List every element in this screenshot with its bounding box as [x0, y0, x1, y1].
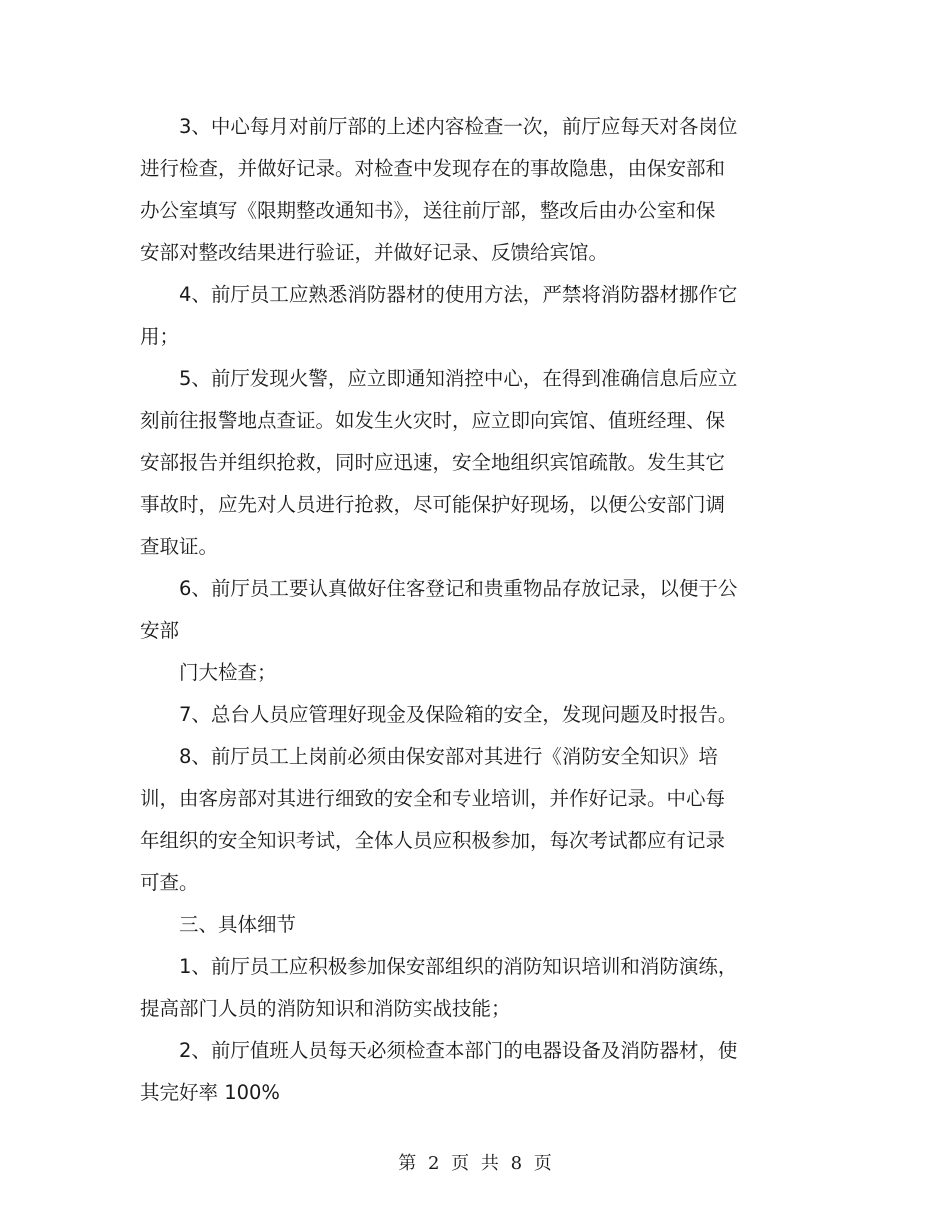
section-heading-details: 三、具体细节	[179, 913, 297, 936]
document-body	[140, 106, 780, 1114]
paragraph-6-continuation: 门大检查；	[179, 661, 277, 684]
paragraph-3: 3、中心每月对前厅部的上述内容检查一次，前厅应每天对各岗位 进行检查，并做好记录。对检查中发现存在的事故隐患，由保安部和 办公室填写《限期整改通知书》，送往前厅部，整改后由办公室和保 安部对整改结果进行验证，并做好记录、反馈给宾馆。	[140, 115, 738, 264]
paragraph-8: 8、前厅员工上岗前必须由保安部对其进行《消防安全知识》培 训，由客房部对其进行细致的安全和专业培训，并作好记录。中心每 年组织的安全知识考试，全体人员应积极参加，每次考试都应有记录 可查。	[140, 745, 726, 894]
paragraph-4: 4、前厅员工应熟悉消防器材的使用方法，严禁将消防器材挪作它 用；	[140, 283, 738, 348]
page-number-footer: 第 2 页 共 8 页	[398, 1153, 552, 1174]
detail-item-1: 1、前厅员工应积极参加保安部组织的消防知识培训和消防演练， 提高部门人员的消防知识和消防实战技能；	[140, 955, 738, 1020]
paragraph-6: 6、前厅员工要认真做好住客登记和贵重物品存放记录，以便于公 安部	[140, 577, 738, 642]
paragraph-5: 5、前厅发现火警，应立即通知消控中心，在得到准确信息后应立 刻前往报警地点查证。如发生火灾时，应立即向宾馆、值班经理、保 安部报告并组织抢救，同时应迅速，安全地组织宾馆疏散。发生其它 事故时，应先对人员进行抢救，尽可能保护好现场，以便公安部门调 查取证。	[140, 367, 738, 558]
paragraph-7: 7、总台人员应管理好现金及保险箱的安全，发现问题及时报告。	[179, 703, 738, 726]
detail-item-2: 2、前厅值班人员每天必须检查本部门的电器设备及消防器材，使 其完好率 100%	[140, 1039, 738, 1104]
